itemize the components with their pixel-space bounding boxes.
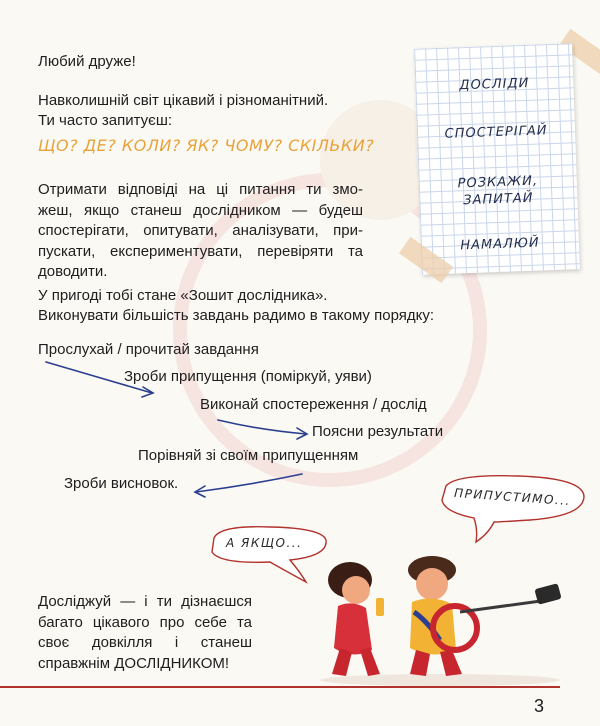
notebook-line-1: У пригоді тобі стане «Зошит дослідника». (38, 287, 328, 304)
intro-line-1: Навколишній світ цікавий і різноманітний. (38, 92, 329, 109)
closing-line: багато цікавого про себе та (38, 613, 252, 631)
step-2: Зроби припущення (поміркуй, уяви) (124, 368, 372, 385)
answers-line: доводити. (38, 263, 108, 280)
girl-figure (328, 562, 384, 676)
bubble-left-text: А ЯКЩО... (226, 536, 303, 550)
questions-heading: ЩО? ДЕ? КОЛИ? ЯК? ЧОМУ? СКІЛЬКИ? (38, 136, 375, 155)
notecard-word-ask: ЗАПИТАЙ (463, 190, 534, 209)
answers-line: спостерігати, опитувати, аналізувати, при- (38, 222, 363, 239)
closing-line: своє довкілля і станеш (38, 634, 252, 651)
step-5: Порівняй зі своїм припущенням (138, 447, 359, 464)
intro-line-2: Ти часто запитуєш: (38, 112, 173, 129)
greeting: Любий друже! (38, 53, 136, 70)
notecard-word-observe: ДОСЛІДИ (459, 75, 530, 94)
step-1: Прослухай / прочитай завдання (38, 341, 259, 358)
closing-line: Досліджуй — і ти дізнаєшся (38, 593, 252, 610)
bubble-right-text: ПРИПУСТИМО... (453, 485, 572, 509)
answers-line: жеш, якщо станеш дослідником — будеш (38, 201, 363, 219)
page-number: 3 (534, 696, 545, 716)
step-6: Зроби висновок. (64, 475, 179, 492)
boy-figure (408, 556, 562, 676)
bottom-rule (0, 686, 560, 688)
notecard-word-draw: НАМАЛЮЙ (460, 235, 540, 254)
step-3: Виконай спостереження / дослід (200, 396, 427, 413)
closing-line: справжнім ДОСЛІДНИКОМ! (38, 654, 230, 672)
answers-line: пускати, експериментувати, перевіряти та (38, 242, 363, 260)
notebook-line-2: Виконувати більшість завдань радимо в такому порядку: (38, 307, 435, 324)
step-4: Поясни результати (312, 423, 444, 440)
notecard-word-watch: СПОСТЕРІГАЙ (444, 123, 548, 142)
notecard-word-tell: РОЗКАЖИ, (457, 173, 539, 192)
answers-line: Отримати відповіді на ці питання ти змо- (38, 181, 363, 198)
